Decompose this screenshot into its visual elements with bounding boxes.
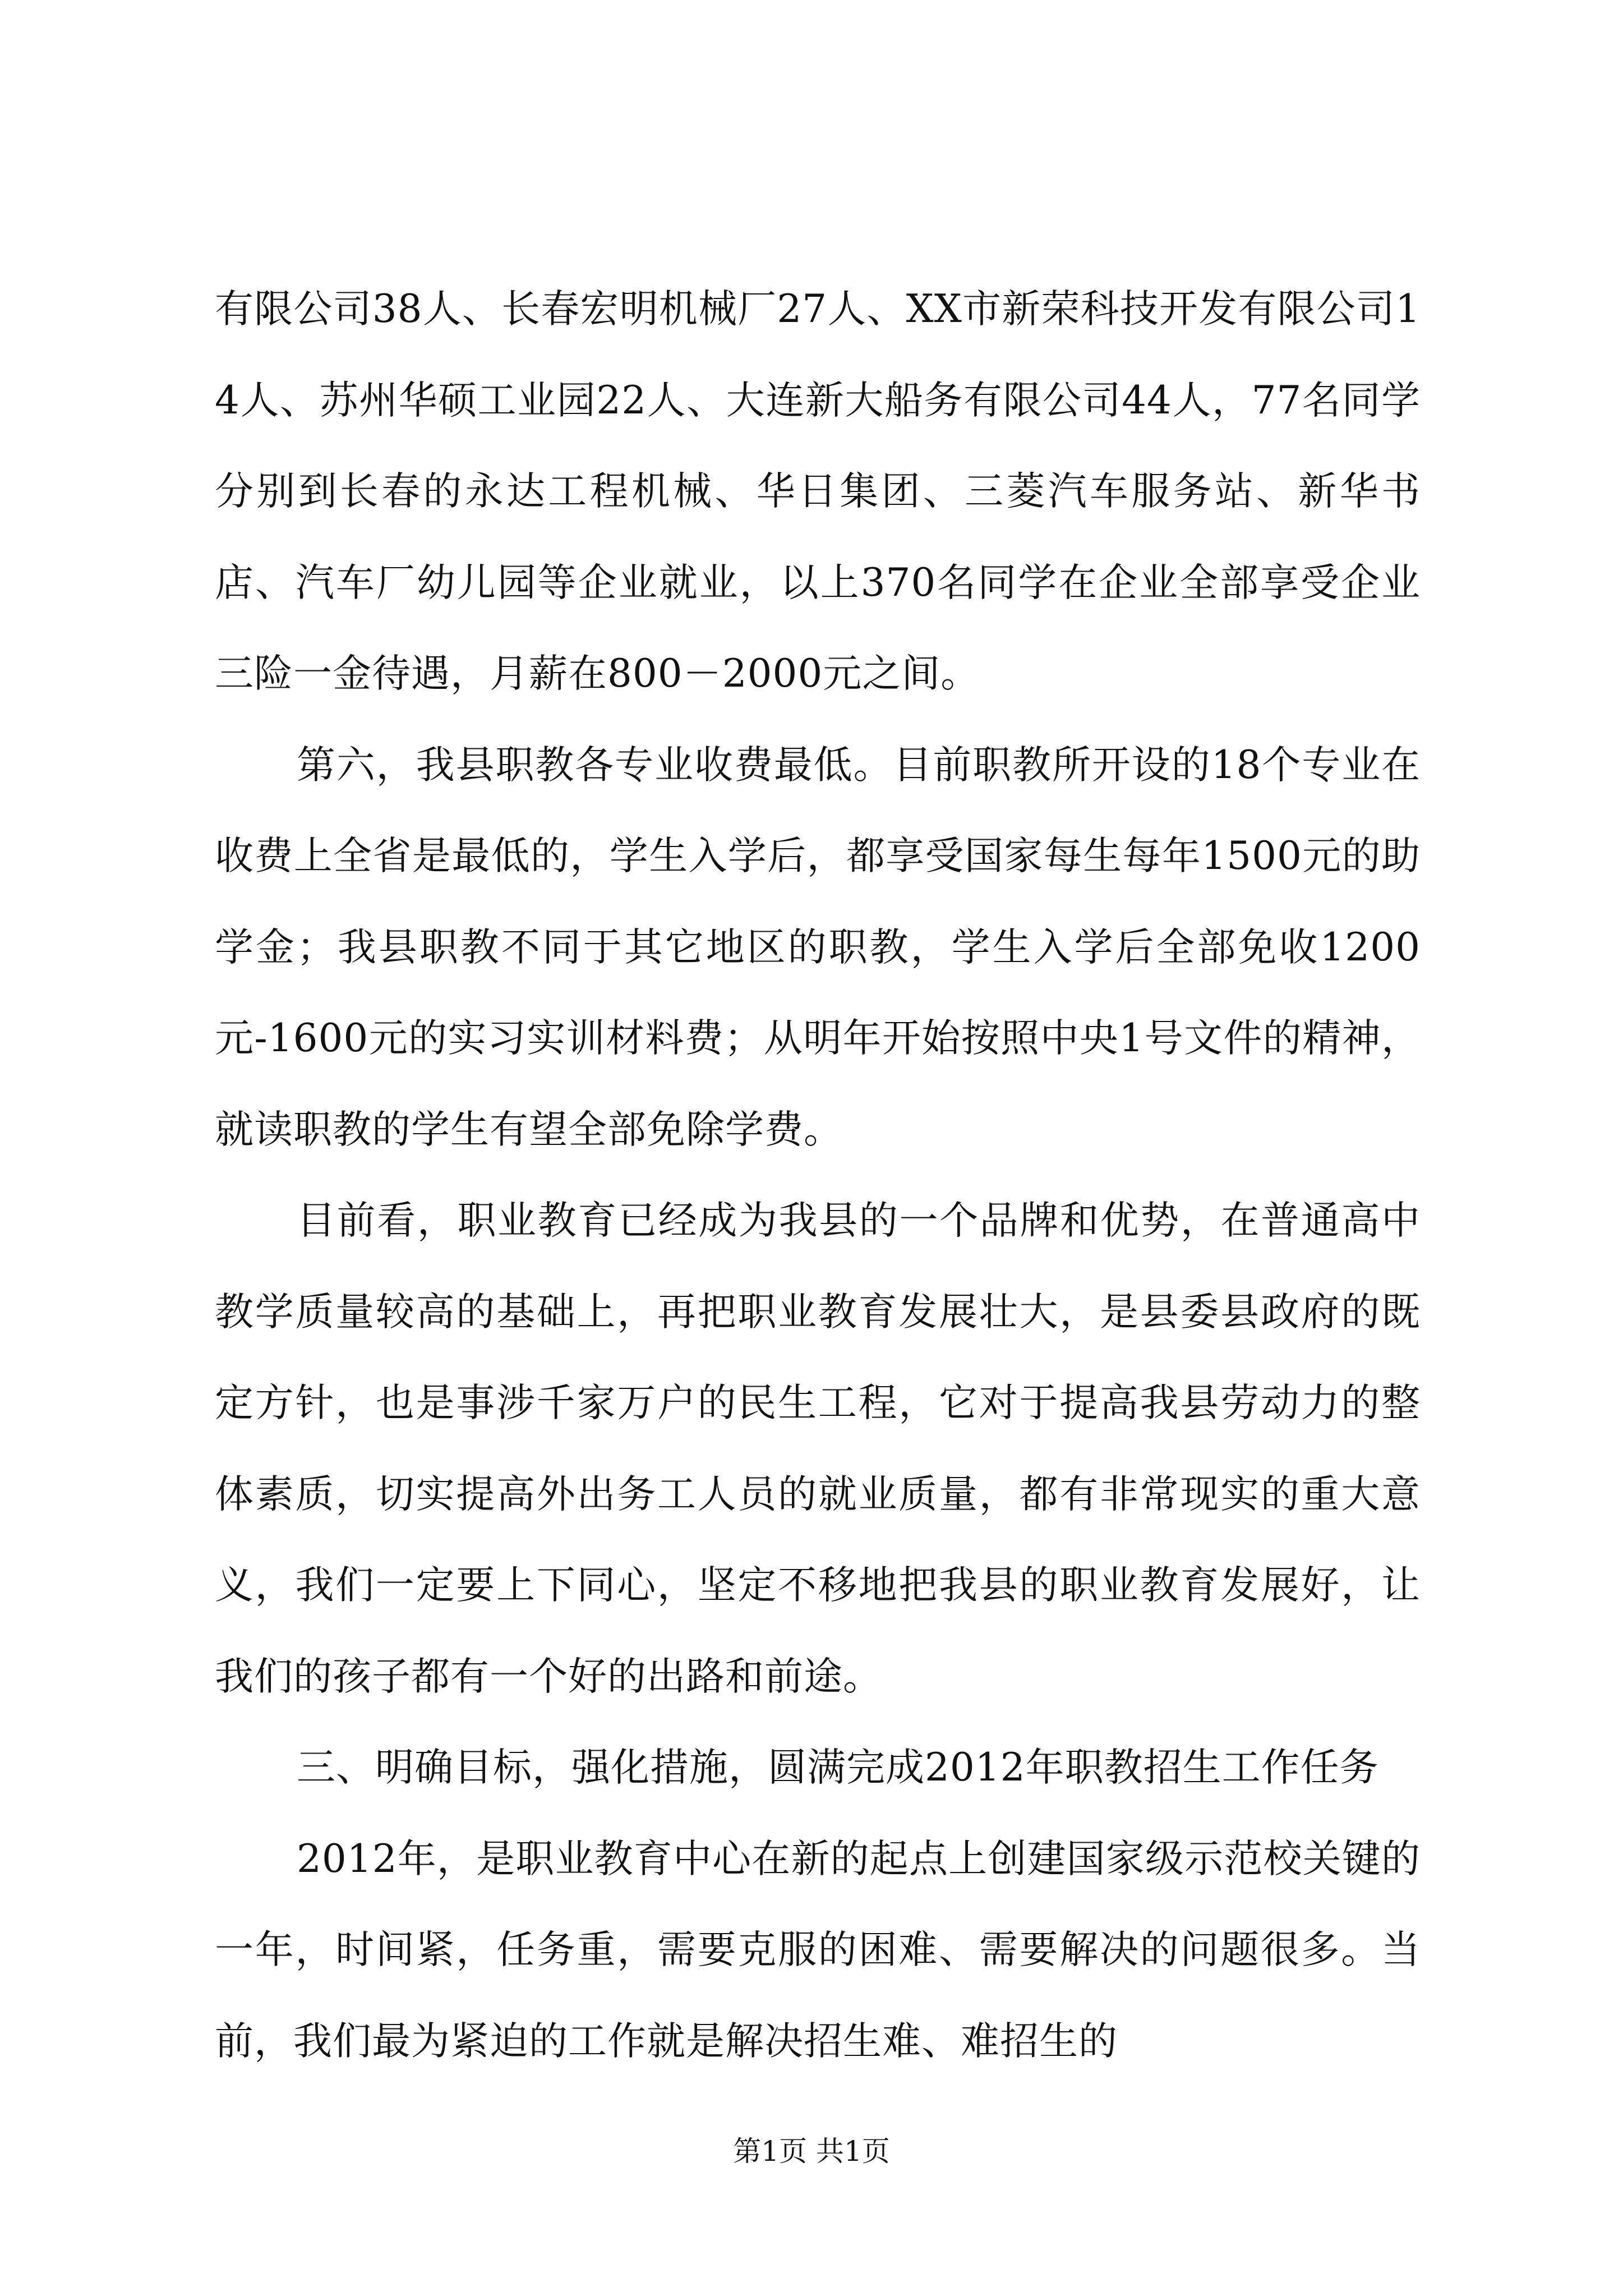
document-body [215,264,1421,2087]
paragraph-2012: 2012年，是职业教育中心在新的起点上创建国家级示范校关键的一年，时间紧，任务重，需要克服的困难、需要解决的问题很多。当前，我们最为紧迫的工作就是解决招生难、难招生的 [215,1836,1421,2064]
page-footer: 第1页 共1页 [733,2135,890,2168]
paragraph-employment-list: 有限公司38人、长春宏明机械厂27人、XX市新荣科技开发有限公司14人、苏州华硕工业园22人、大连新大船务有限公司44人，77名同学分别到长春的永达工程机械、华日集团、三菱汽车服务站、新华书店、汽车厂幼儿园等企业就业，以上370名同学在企业全部享受企业三险一金待遇，月薪在800－2000元之间。 [215,287,1421,696]
paragraph-current-view: 目前看，职业教育已经成为我县的一个品牌和优势，在普通高中教学质量较高的基础上，再把职业教育发展壮大，是县委县政府的既定方针，也是事涉千家万户的民生工程，它对于提高我县劳动力的整体素质，切实提高外出务工人员的就业质量，都有非常现实的重大意义，我们一定要上下同心，坚定不移地把我县的职业教育发展好，让我们的孩子都有一个好的出路和前途。 [215,1198,1421,1699]
paragraph-sixth-fees: 第六，我县职教各专业收费最低。目前职教所开设的18个专业在收费上全省是最低的，学生入学后，都享受国家每生每年1500元的助学金；我县职教不同于其它地区的职教，学生入学后全部免收1200元-1600元的实习实训材料费；从明年开始按照中央1号文件的精神，就读职教的学生有望全部免除学费。 [215,742,1421,1152]
section-three-heading: 三、明确目标，强化措施，圆满完成2012年职教招生工作任务 [297,1745,1379,1790]
